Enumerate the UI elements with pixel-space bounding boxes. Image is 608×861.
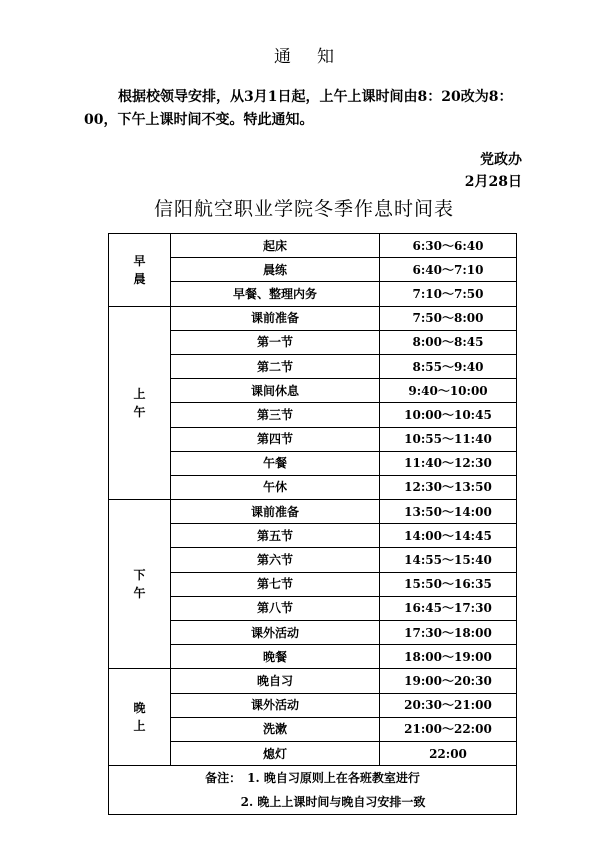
table-row bbox=[109, 379, 517, 403]
table-row bbox=[109, 524, 517, 548]
table-row bbox=[109, 572, 517, 596]
time-cell: 8:55～9:40 bbox=[380, 354, 517, 378]
table-row bbox=[109, 596, 517, 620]
notice-body: 根据校领导安排，从3月1日起，上午上课时间由8：20改为8：00，下午上课时间不变。特此通知。 bbox=[84, 89, 513, 128]
notes-cell bbox=[109, 766, 517, 815]
period-label: 早晨 bbox=[133, 253, 146, 286]
time-cell: 10:55～11:40 bbox=[380, 427, 517, 451]
activity-cell: 第五节 bbox=[171, 524, 380, 548]
time-cell: 7:50～8:00 bbox=[380, 306, 517, 330]
table-row bbox=[109, 741, 517, 765]
table-row bbox=[109, 403, 517, 427]
activity-cell: 第七节 bbox=[171, 572, 380, 596]
table-row bbox=[109, 258, 517, 282]
activity-cell: 午休 bbox=[171, 475, 380, 499]
table-row bbox=[109, 621, 517, 645]
time-cell: 8:00～8:45 bbox=[380, 330, 517, 354]
period-label: 下午 bbox=[133, 568, 146, 601]
table-row bbox=[109, 282, 517, 306]
activity-cell: 晨练 bbox=[171, 258, 380, 282]
time-cell: 14:55～15:40 bbox=[380, 548, 517, 572]
activity-cell: 课前准备 bbox=[171, 500, 380, 524]
note-line bbox=[109, 790, 516, 814]
note-line bbox=[109, 766, 516, 790]
activity-cell: 晚自习 bbox=[171, 669, 380, 693]
activity-cell: 第八节 bbox=[171, 596, 380, 620]
notes-row bbox=[109, 766, 517, 815]
time-cell: 14:00～14:45 bbox=[380, 524, 517, 548]
activity-cell: 课间休息 bbox=[171, 379, 380, 403]
table-row bbox=[109, 306, 517, 330]
period-cell-evening bbox=[109, 669, 171, 766]
period-cell-morning bbox=[109, 234, 171, 307]
time-cell: 21:00～22:00 bbox=[380, 717, 517, 741]
table-row bbox=[109, 451, 517, 475]
time-cell: 18:00～19:00 bbox=[380, 645, 517, 669]
activity-cell: 起床 bbox=[171, 234, 380, 258]
activity-cell: 熄灯 bbox=[171, 741, 380, 765]
time-cell: 17:30～18:00 bbox=[380, 621, 517, 645]
table-row bbox=[109, 234, 517, 258]
table-row bbox=[109, 500, 517, 524]
schedule-title: 信阳航空职业学院冬季作息时间表 bbox=[153, 198, 454, 220]
time-cell: 16:45～17:30 bbox=[380, 596, 517, 620]
table-row bbox=[109, 717, 517, 741]
note-item: 1. 晚自习原则上在各班教室进行 bbox=[247, 771, 420, 786]
activity-cell: 早餐、整理内务 bbox=[171, 282, 380, 306]
activity-cell: 第一节 bbox=[171, 330, 380, 354]
time-cell: 9:40～10:00 bbox=[380, 379, 517, 403]
period-label: 晚上 bbox=[133, 701, 146, 734]
activity-cell: 课外活动 bbox=[171, 693, 380, 717]
period-cell-afternoon bbox=[109, 500, 171, 669]
notes-label: 备注： bbox=[205, 771, 242, 786]
activity-cell: 第四节 bbox=[171, 427, 380, 451]
time-cell: 13:50～14:00 bbox=[380, 500, 517, 524]
period-cell-forenoon bbox=[109, 306, 171, 500]
table-row bbox=[109, 354, 517, 378]
table-row bbox=[109, 330, 517, 354]
time-cell: 6:40～7:10 bbox=[380, 258, 517, 282]
time-cell: 10:00～10:45 bbox=[380, 403, 517, 427]
time-cell: 12:30～13:50 bbox=[380, 475, 517, 499]
time-cell: 11:40～12:30 bbox=[380, 451, 517, 475]
table-row bbox=[109, 548, 517, 572]
notice-date: 2月28日 bbox=[464, 174, 522, 190]
time-cell: 19:00～20:30 bbox=[380, 669, 517, 693]
notice-signature bbox=[465, 149, 522, 193]
time-cell: 22:00 bbox=[380, 741, 517, 765]
time-cell: 6:30～6:40 bbox=[380, 234, 517, 258]
period-label: 上午 bbox=[133, 386, 146, 419]
schedule-table bbox=[108, 233, 517, 815]
table-row bbox=[109, 693, 517, 717]
time-cell: 15:50～16:35 bbox=[380, 572, 517, 596]
note-item: 2. 晚上上课时间与晚自习安排一致 bbox=[240, 795, 426, 810]
activity-cell: 课外活动 bbox=[171, 621, 380, 645]
activity-cell: 第三节 bbox=[171, 403, 380, 427]
activity-cell: 第六节 bbox=[171, 548, 380, 572]
activity-cell: 晚餐 bbox=[171, 645, 380, 669]
activity-cell: 洗漱 bbox=[171, 717, 380, 741]
time-cell: 7:10～7:50 bbox=[380, 282, 517, 306]
activity-cell: 第二节 bbox=[171, 354, 380, 378]
issuer: 党政办 bbox=[480, 152, 522, 168]
table-row bbox=[109, 427, 517, 451]
table-row bbox=[109, 475, 517, 499]
activity-cell: 课前准备 bbox=[171, 306, 380, 330]
table-row bbox=[109, 645, 517, 669]
notice-title: 通知 bbox=[274, 47, 360, 67]
activity-cell: 午餐 bbox=[171, 451, 380, 475]
schedule-body bbox=[109, 234, 517, 815]
time-cell: 20:30～21:00 bbox=[380, 693, 517, 717]
table-row bbox=[109, 669, 517, 693]
